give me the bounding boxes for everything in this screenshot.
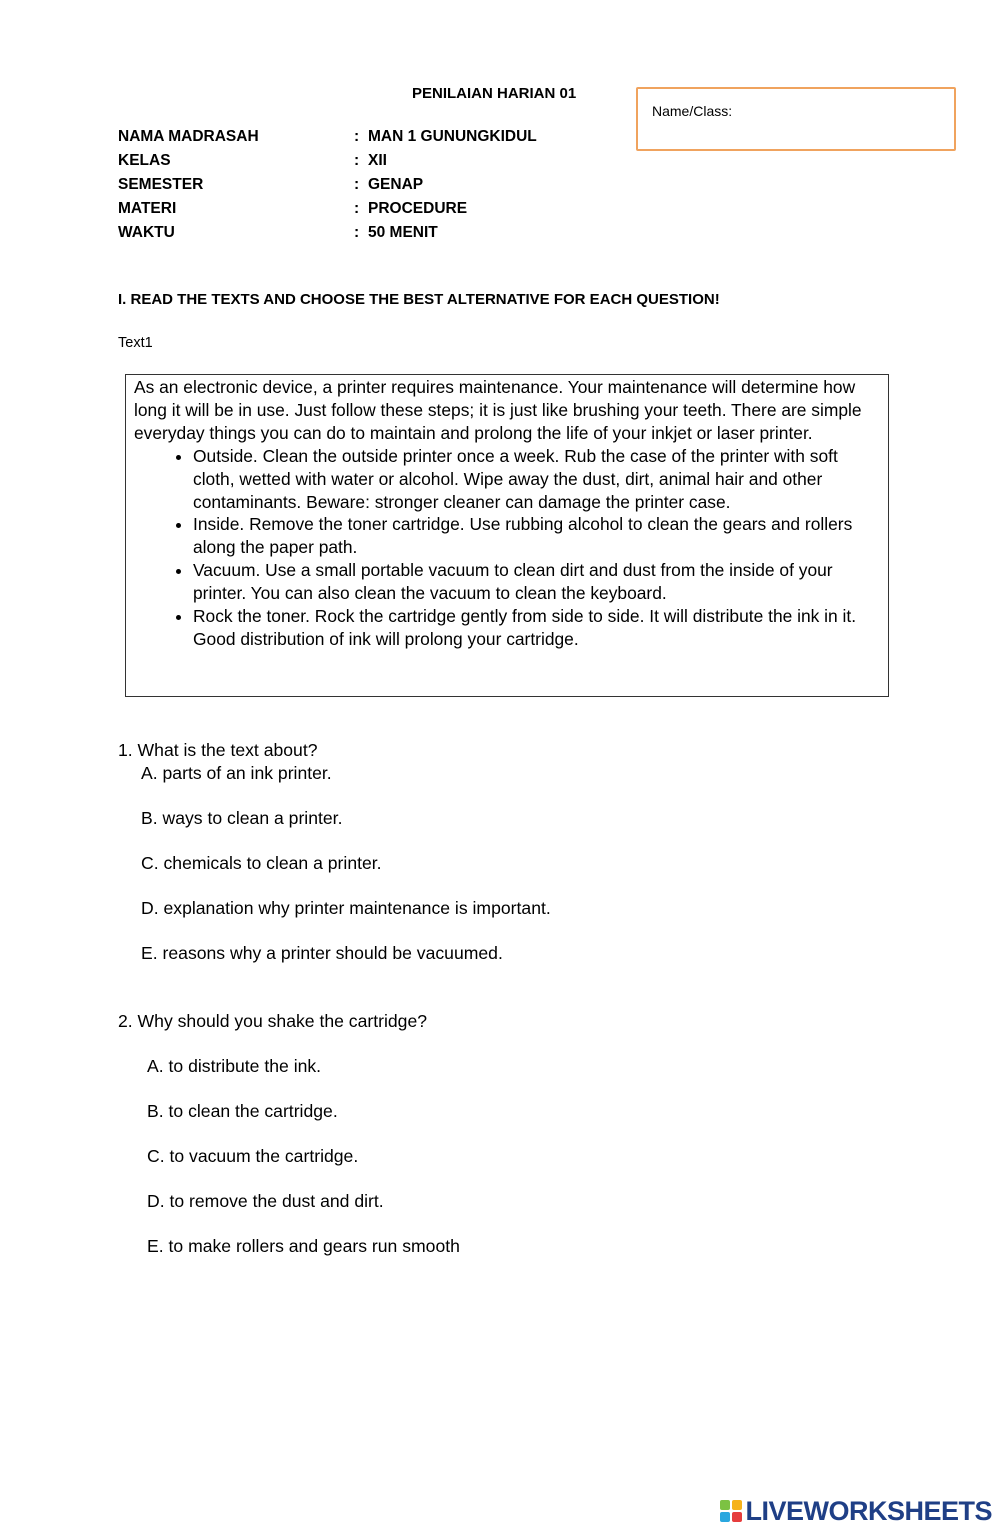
question-1-option-b[interactable]: B. ways to clean a printer.: [141, 808, 343, 828]
passage-intro: As an electronic device, a printer requires maintenance. Your maintenance will determine how long it will be in use. Just follow these steps; it is just like brushing your teeth. There are simple everyday things you can do to maintain and prolong the life of your inkjet or laser printer.: [134, 377, 862, 443]
name-class-box[interactable]: [636, 87, 956, 151]
question-1-option-c[interactable]: C. chemicals to clean a printer.: [141, 853, 382, 873]
meta-key: KELAS: [118, 152, 171, 169]
question-1-option-d[interactable]: D. explanation why printer maintenance is important.: [141, 898, 551, 918]
meta-key: MATERI: [118, 200, 177, 217]
question-1-option-e[interactable]: E. reasons why a printer should be vacuumed.: [141, 943, 503, 963]
meta-separator: :: [354, 224, 360, 241]
question-1-option-a[interactable]: A. parts of an ink printer.: [141, 763, 332, 783]
question-2-option-b[interactable]: B. to clean the cartridge.: [147, 1101, 338, 1121]
liveworksheets-logo[interactable]: [720, 1494, 992, 1528]
passage-bullet: • Vacuum. Use a small portable vacuum to clean dirt and dust from the inside of your printer. You can also clean the vacuum to clean the keyboard.: [193, 559, 880, 605]
meta-key: SEMESTER: [118, 176, 204, 193]
logo-text: LIVEWORKSHEETS: [745, 1495, 992, 1526]
passage-bullet: • Outside. Clean the outside printer once a week. Rub the case of the printer with soft cloth, wetted with water or alcohol. Wipe away the dust, dirt, animal hair and other contaminants. Beware: stronger cleaner can damage the printer case.: [193, 445, 880, 514]
section-instruction: I. READ THE TEXTS AND CHOOSE THE BEST ALTERNATIVE FOR EACH QUESTION!: [118, 291, 720, 308]
meta-value: PROCEDURE: [368, 200, 468, 217]
meta-separator: :: [354, 128, 360, 145]
meta-key: WAKTU: [118, 224, 175, 241]
question-2: 2. Why should you shake the cartridge?: [118, 1011, 428, 1031]
meta-separator: :: [354, 176, 360, 193]
text-label: Text1: [118, 335, 153, 351]
meta-key: NAMA MADRASAH: [118, 128, 259, 145]
question-2-option-e[interactable]: E. to make rollers and gears run smooth: [147, 1236, 460, 1256]
question-2-option-d[interactable]: D. to remove the dust and dirt.: [147, 1191, 384, 1211]
question-2-option-c[interactable]: C. to vacuum the cartridge.: [147, 1146, 359, 1166]
question-1: 1. What is the text about?: [118, 740, 318, 760]
meta-value: XII: [368, 152, 387, 169]
meta-value: MAN 1 GUNUNGKIDUL: [368, 128, 537, 145]
meta-separator: :: [354, 200, 360, 217]
passage-bullet-list: [134, 445, 880, 651]
meta-value: GENAP: [368, 176, 424, 193]
page-title: PENILAIAN HARIAN 01: [412, 85, 577, 102]
passage-bullet: • Inside. Remove the toner cartridge. Use rubbing alcohol to clean the gears and rollers along the paper path.: [193, 513, 880, 559]
meta-separator: :: [354, 152, 360, 169]
reading-passage: [125, 374, 889, 697]
question-2-option-a[interactable]: A. to distribute the ink.: [147, 1056, 322, 1076]
name-class-label: Name/Class:: [652, 103, 733, 119]
meta-value: 50 MENIT: [368, 224, 438, 241]
passage-bullet: • Rock the toner. Rock the cartridge gently from side to side. It will distribute the ink in it. Good distribution of ink will prolong your cartridge.: [193, 605, 880, 651]
liveworksheets-logo-icon: [720, 1500, 742, 1522]
